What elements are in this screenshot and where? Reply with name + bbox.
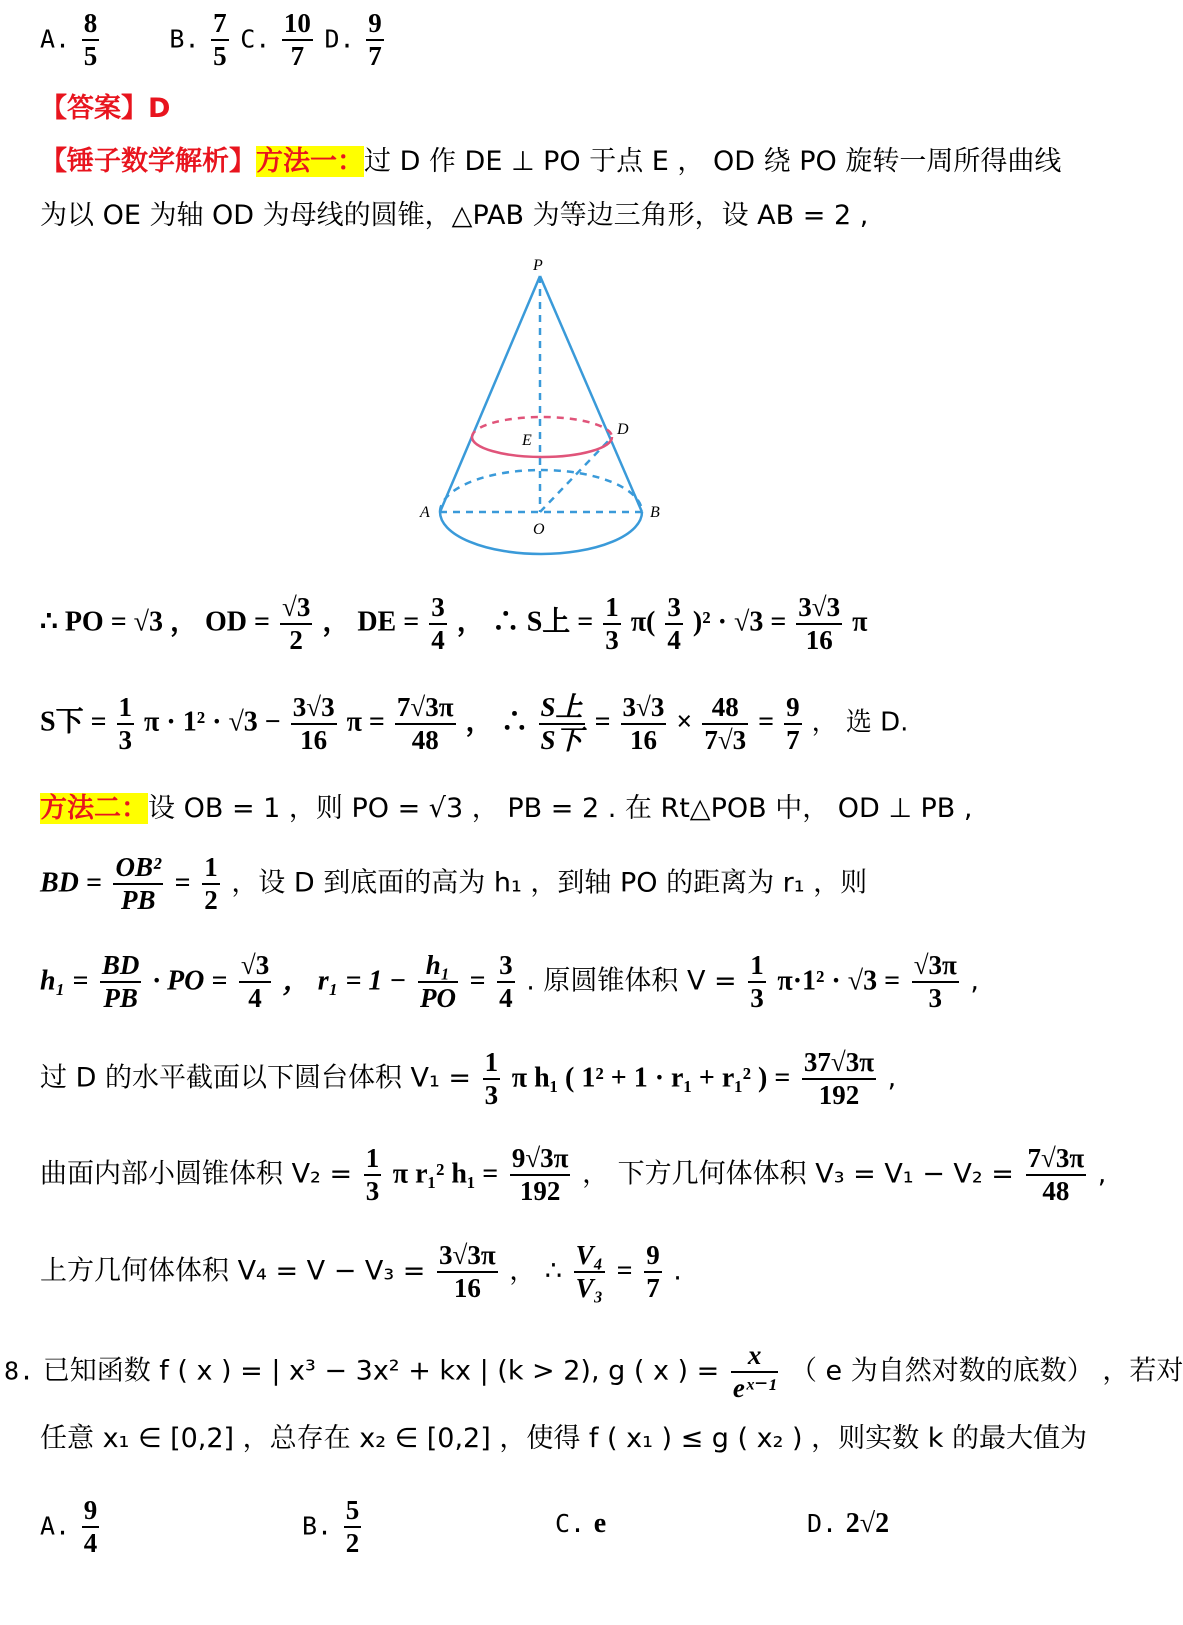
m2-po: · PO =: [153, 965, 228, 997]
method1-label: 方法一：: [256, 146, 364, 177]
eq2-times: ×: [676, 706, 693, 738]
answer-label: 【答案】: [40, 93, 148, 124]
m2-frustum-expr: π h₁ ( 1² + 1 · r₁ + r₁² ) =: [511, 1062, 791, 1094]
eq2-pi-eq: π =: [346, 706, 385, 738]
m2-small-cone-text: 曲面内部小圆锥体积 V₂ =: [40, 1158, 353, 1190]
eq2-fraction-final: $\frac{9}{7}$: [786, 692, 800, 756]
analysis-line-2: 为以 OE 为轴 OD 为母线的圆锥，△PAB 为等边三角形，设 AB = 2 ,: [40, 200, 869, 231]
eq1-pi: π: [852, 606, 868, 638]
method2-line-1: [40, 795, 973, 822]
method2-label: 方法二：: [40, 793, 148, 824]
m2-h1: h₁ =: [40, 965, 89, 997]
method2-line1-text: 设 OB = 1 ，则 PO = √3 ， PB = 2 . 在 Rt△POB 中， OD ⊥ PB ,: [148, 793, 973, 824]
eq1-fraction-three-quarters: $\frac{3}{4}$: [667, 592, 681, 656]
eq2-fraction-result: $\frac{7√3\pi}{48}$: [396, 692, 454, 756]
m2-small-cone-result: $\frac{9√3\pi}{192}$: [511, 1143, 569, 1207]
m2-frustum-fraction-1-3: $\frac{1}{3}$: [484, 1047, 499, 1111]
eq1-pi-paren: π(: [630, 606, 656, 638]
m2-comma: ,: [970, 965, 979, 997]
q8-line-1: [4, 1340, 1183, 1404]
point-p-label: P: [533, 257, 543, 274]
m2-final-eq: =: [616, 1255, 633, 1287]
eq1-fraction-third: $\frac{1}{3}$: [605, 592, 619, 656]
m2-small-cone-fraction-1-3: $\frac{1}{3}$: [365, 1143, 380, 1207]
m2-fraction-ob-pb: $\frac{\text{OB²}}{PB}$: [115, 852, 162, 916]
m2-eq2: =: [469, 965, 486, 997]
eq1-fraction-result: $\frac{3√3}{16}$: [798, 592, 841, 656]
m2-bd: BD =: [40, 867, 102, 899]
q8-g-fraction: $\frac{x}{\text{eˣ⁻¹}}$: [732, 1340, 777, 1404]
eq1-fraction-de: $\frac{3}{4}$: [431, 592, 445, 656]
m2-fraction-h1-po: $\frac{\text{h₁}}{PO}$: [419, 950, 456, 1014]
m2-upper-solid-result: $\frac{3√3\pi}{16}$: [439, 1240, 496, 1304]
m2-therefore: ， ∴: [509, 1255, 563, 1287]
point-d-label: D: [617, 421, 629, 438]
analysis-line1-text: 过 D 作 DE ⊥ PO 于点 E ， OD 绕 PO 旋转一周所得曲线: [364, 146, 1062, 177]
eq2-term: π · 1² · √3 −: [144, 706, 281, 738]
q7-option-d-label: D.: [324, 24, 355, 54]
q8-option-a[interactable]: A. $\frac{9}{4}$: [40, 1495, 98, 1559]
m2-ratio-v4-v3: $\frac{\text{V₄}}{\text{V₃}}$: [575, 1240, 604, 1304]
m2-frustum-result: $\frac{37√3\pi}{192}$: [803, 1047, 875, 1111]
m2-eq: =: [174, 867, 191, 899]
eq1-po: ∴ PO = √3 ，: [40, 606, 199, 638]
m2-final-fraction: $\frac{9}{7}$: [646, 1240, 660, 1304]
m2-fraction-root3-4: $\frac{√3}{4}$: [240, 950, 270, 1014]
eq2-s-lower: S下 =: [40, 706, 107, 738]
eq2-eq2: =: [758, 706, 775, 738]
eq1-od-label: OD =: [205, 606, 270, 638]
method2-line-4: [40, 1047, 896, 1111]
eq1-square-root: )² · √3 =: [692, 606, 787, 638]
q8-option-d[interactable]: D. 2√2: [807, 1508, 890, 1539]
answer-value: D: [148, 93, 171, 124]
eq2-fraction-ratio: S上 S下: [540, 692, 583, 756]
section-back-arc: [472, 417, 612, 437]
point-a-label: A: [420, 504, 430, 521]
q7-option-d-fraction: $\frac{9}{7}$: [368, 8, 382, 72]
m2-fraction-bd-pb: $\frac{BD}{PB}$: [101, 950, 140, 1014]
q8-option-c[interactable]: C. e: [555, 1508, 607, 1539]
eq1-fraction-od: $\frac{√3}{2}$: [282, 592, 311, 656]
eq2-eq1: =: [594, 706, 611, 738]
m2-frustum-text: 过 D 的水平截面以下圆台体积 V₁ =: [40, 1062, 472, 1094]
method2-line-3: [40, 950, 979, 1014]
cone-right-edge: [540, 276, 642, 512]
eq1-de-label: ， DE =: [322, 606, 420, 638]
m2-period: .: [673, 1255, 682, 1287]
m2-small-cone-expr: π r₁² h₁ =: [392, 1158, 499, 1190]
method2-line-5: [40, 1143, 1106, 1207]
m2-r1: ， r₁ = 1 −: [282, 965, 407, 997]
point-b-label: B: [650, 504, 660, 521]
q7-option-c-fraction: $\frac{10}{7}$: [283, 8, 311, 72]
analysis-label: 【锤子数学解析】: [40, 146, 256, 177]
m2-fraction-volume: $\frac{√3\pi}{3}$: [913, 950, 957, 1014]
analysis-line-1: [40, 148, 1061, 175]
point-o-label: O: [533, 521, 545, 538]
q8-option-b[interactable]: B. $\frac{5}{2}$: [302, 1495, 360, 1559]
m2-lower-solid-result: $\frac{7√3\pi}{48}$: [1027, 1143, 1085, 1207]
q7-option-c-label: C.: [240, 24, 271, 54]
m2-fraction-3-4: $\frac{3}{4}$: [499, 950, 513, 1014]
m2-pi-term: π·1² · √3 =: [777, 965, 901, 997]
eq1-s-upper: ， ∴ S上 =: [456, 606, 594, 638]
q8-number: 8.: [4, 1356, 35, 1386]
m2-fraction-half: $\frac{1}{2}$: [204, 852, 218, 916]
m2-frustum-comma: ,: [887, 1062, 897, 1094]
eq2-fraction-b: $\frac{48}{7√3}$: [704, 692, 747, 756]
m2-lower-comma: ,: [1097, 1158, 1107, 1190]
q8-line1-tail: （ e 为自然对数的底数） ，若对: [789, 1355, 1183, 1387]
eq2-fraction-a: $\frac{3√3}{16}$: [622, 692, 665, 756]
method2-line-2: [40, 852, 867, 916]
q7-option-b-fraction: $\frac{7}{5}$: [213, 8, 227, 72]
eq2-fraction-third: $\frac{1}{3}$: [118, 692, 133, 756]
m2-upper-solid-text: 上方几何体体积 V₄ = V − V₃ =: [40, 1255, 426, 1287]
m2-lower-solid-text: ， 下方几何体体积 V₃ = V₁ − V₂ =: [582, 1158, 1014, 1190]
eq2-choose: ， 选 D.: [811, 707, 909, 738]
section-front-arc: [472, 437, 612, 457]
q7-option-b-label: B.: [169, 24, 200, 54]
m2-line2-text: ，设 D 到底面的高为 h₁ ，到轴 PO 的距离为 r₁ ，则: [231, 867, 868, 899]
cone-diagram: [400, 250, 700, 560]
q8-function-text: 已知函数 f ( x ) = | x³ − 3x² + kx | (k > 2), g ( x ) =: [42, 1355, 720, 1387]
m2-fraction-1-3: $\frac{1}{3}$: [750, 950, 764, 1014]
point-e-label: E: [522, 432, 532, 449]
q7-options: [40, 8, 387, 72]
q8-line-2: 任意 x₁ ∈ [0,2] ，总存在 x₂ ∈ [0,2] ，使得 f ( x₁ ) ≤ g ( x₂ ) ，则实数 k 的最大值为: [40, 1423, 1087, 1454]
q7-option-a-fraction: $\frac{8}{5}$: [83, 8, 98, 72]
eq2-therefore: ， ∴: [465, 706, 529, 738]
eq2-fraction-sub: $\frac{3√3}{16}$: [292, 692, 335, 756]
equation-line-1: [40, 592, 867, 656]
equation-line-2: [40, 692, 908, 756]
q7-option-a-label: A.: [40, 24, 71, 54]
method2-line-6: [40, 1240, 682, 1304]
m2-cone-volume-text: . 原圆锥体积 V =: [526, 965, 737, 997]
answer-line: [40, 95, 170, 122]
